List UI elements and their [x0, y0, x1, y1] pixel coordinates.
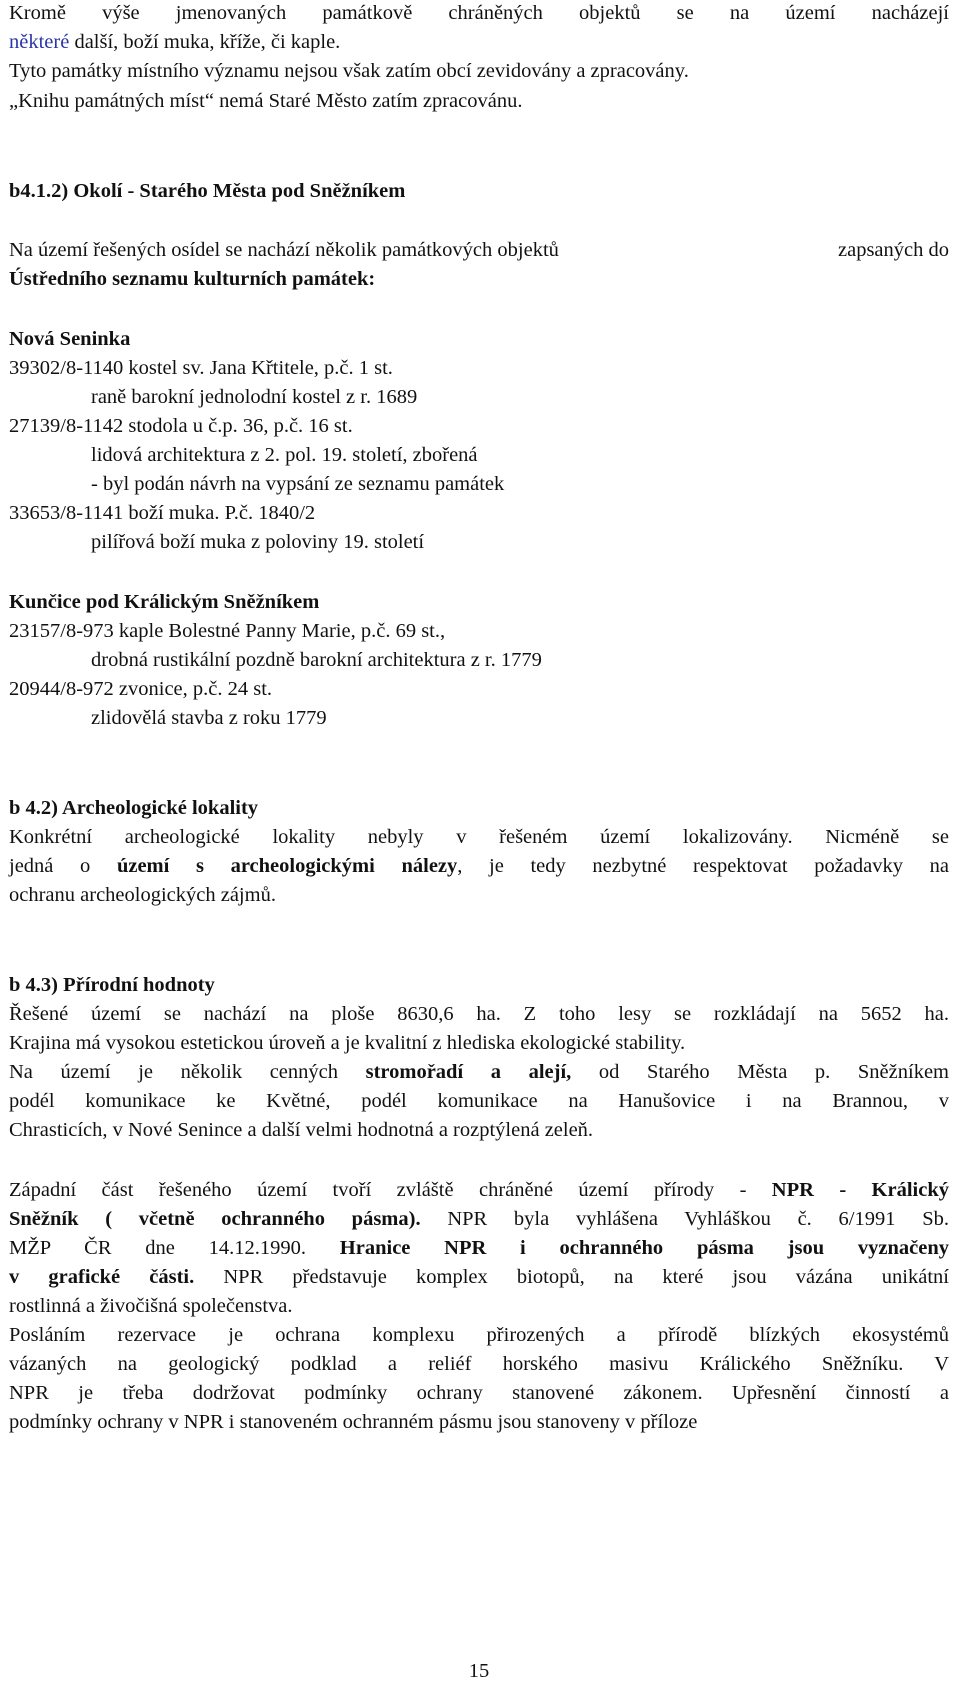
paragraph-line: Posláním rezervace je ochrana komplexu přirozených a přírodě blízkých ekosystémů — [9, 1324, 949, 1346]
paragraph-line: ochranu archeologických zájmů. — [9, 884, 276, 906]
paragraph-line — [9, 1059, 949, 1085]
monument-description: lidová architektura z 2. pol. 19. století, zbořená — [91, 444, 478, 466]
section-heading-b4-3: b 4.3) Přírodní hodnoty — [9, 974, 215, 996]
paragraph-line — [9, 1264, 949, 1290]
paragraph-line: podél komunikace ke Květné, podél komunikace na Hanušovice i na Brannou, v — [9, 1090, 949, 1112]
monument-description: zlidovělá stavba z roku 1779 — [91, 707, 327, 729]
paragraph-line: Krajina má vysokou estetickou úroveň a je kvalitní z hlediska ekologické stability. — [9, 1032, 686, 1054]
monument-description: - byl podán návrh na vypsání ze seznamu památek — [91, 473, 505, 495]
paragraph-line: vázaných na geologický podklad a reliéf horského masivu Králického Sněžníku. V — [9, 1353, 949, 1375]
monument-entry: 23157/8-973 kaple Bolestné Panny Marie, p.č. 69 st., — [9, 620, 446, 642]
section-heading-b4-1-2: b4.1.2) Okolí - Starého Města pod Sněžníkem — [9, 180, 406, 202]
text-run: od Starého Města p. Sněžníkem — [571, 1061, 949, 1083]
paragraph-line — [9, 1206, 949, 1232]
bold-text: v grafické části. — [9, 1266, 195, 1288]
intro-line-4: „Knihu památných míst“ nemá Staré Město zatím zpracovánu. — [9, 90, 523, 112]
monument-entry: 27139/8-1142 stodola u č.p. 36, p.č. 16 st. — [9, 415, 353, 437]
paragraph-line-bold: Ústředního seznamu kulturních památek: — [9, 268, 376, 290]
paragraph-line: rostlinná a živočišná společenstva. — [9, 1295, 293, 1317]
monument-entry: 33653/8-1141 boží muka. P.č. 1840/2 — [9, 502, 316, 524]
paragraph-line: NPR je třeba dodržovat podmínky ochrany stanovené zákonem. Upřesnění činností a — [9, 1382, 949, 1404]
bold-text: území s archeologickými nálezy — [116, 855, 458, 877]
paragraph-line — [9, 1235, 949, 1261]
paragraph-line — [9, 853, 949, 879]
paragraph-line: Konkrétní archeologické lokality nebyly v řešeném území lokalizovány. Nicméně se — [9, 826, 949, 848]
text-run: MŽP ČR dne 14.12.1990. — [9, 1237, 340, 1259]
page-number: 15 — [468, 1660, 490, 1682]
intro-line-3: Tyto památky místního významu nejsou však zatím obcí zevidovány a zpracovány. — [9, 60, 689, 82]
highlighted-word: některé — [9, 31, 70, 53]
paragraph-line — [9, 1177, 949, 1203]
paragraph-line: podmínky ochrany v NPR i stanoveném ochranném pásmu jsou stanoveny v příloze — [9, 1411, 698, 1433]
village-heading-nova-seninka: Nová Seninka — [9, 328, 131, 350]
bold-text: Sněžník ( včetně ochranného pásma). — [9, 1208, 421, 1230]
text-run: Západní část řešeného území tvoří zvláště chráněné území přírody - — [9, 1179, 772, 1201]
paragraph-line: Řešené území se nachází na ploše 8630,6 ha. Z toho lesy se rozkládají na 5652 ha. — [9, 1003, 949, 1025]
text-run: NPR byla vyhlášena Vyhláškou č. 6/1991 Sb. — [420, 1208, 949, 1230]
bold-text: stromořadí a alejí, — [365, 1061, 572, 1083]
monument-description: drobná rustikální pozdně barokní architektura z r. 1779 — [91, 649, 542, 671]
monument-description: pilířová boží muka z poloviny 19. století — [91, 531, 425, 553]
paragraph-line: Na území řešených osídel se nachází několik památkových objektů — [9, 239, 559, 261]
section-heading-b4-2: b 4.2) Archeologické lokality — [9, 797, 259, 819]
intro-line-2 — [9, 29, 340, 55]
text-run: jedná o — [9, 855, 117, 877]
text-run: , je tedy nezbytné respektovat požadavky na — [457, 855, 949, 877]
paragraph-line-end: zapsaných do — [838, 239, 949, 261]
text-run: Na území je několik cenných — [9, 1061, 366, 1083]
monument-entry: 39302/8-1140 kostel sv. Jana Křtitele, p.č. 1 st. — [9, 357, 393, 379]
bold-text: Hranice NPR i ochranného pásma jsou vyznačeny — [339, 1237, 949, 1259]
paragraph-line: Chrasticích, v Nové Senince a další velmi hodnotná a rozptýlená zeleň. — [9, 1119, 594, 1141]
text-run: NPR představuje komplex biotopů, na které jsou vázána unikátní — [194, 1266, 949, 1288]
intro-line-2-text: další, boží muka, kříže, či kaple. — [69, 31, 341, 53]
village-heading-kuncice: Kunčice pod Králickým Sněžníkem — [9, 591, 320, 613]
bold-text: NPR - Králický — [771, 1179, 949, 1201]
monument-description: raně barokní jednolodní kostel z r. 1689 — [91, 386, 418, 408]
monument-entry: 20944/8-972 zvonice, p.č. 24 st. — [9, 678, 273, 700]
intro-line-1: Kromě výše jmenovaných památkově chráněných objektů se na území nacházejí — [9, 2, 949, 24]
